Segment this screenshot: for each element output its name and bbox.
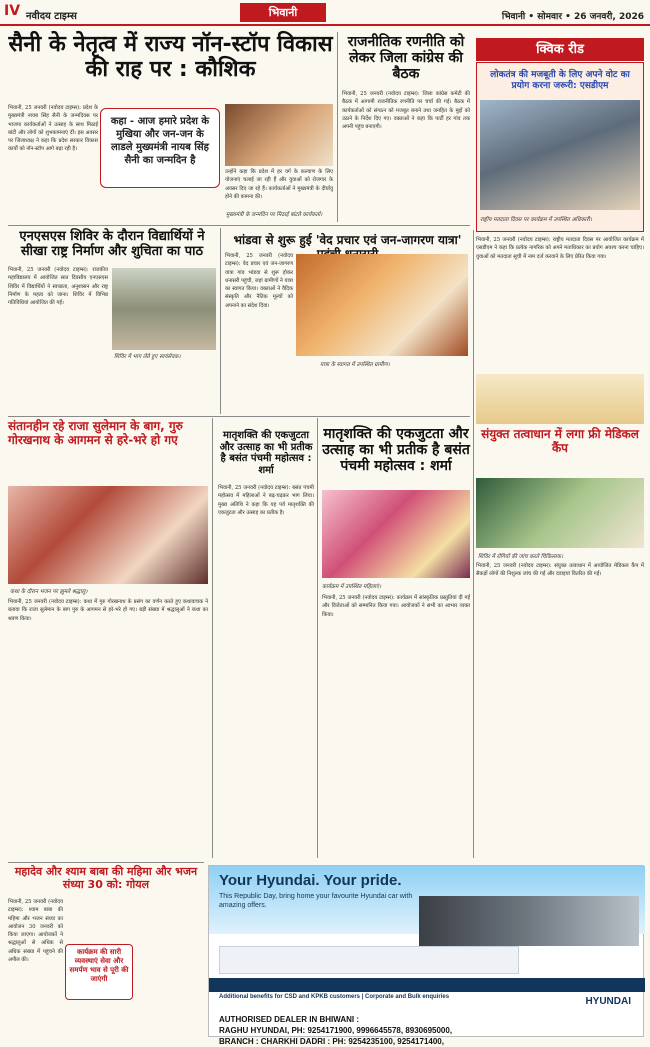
paper-name: नवीदय टाइम्स (26, 11, 77, 22)
story5-photo-caption: कथा के दौरान भजन पर झूमते श्रद्धालु। (10, 589, 88, 595)
story6-headline: मातृशक्ति की एकजुटता और उत्साह का भी प्रतीक है बसंत पंचमी महोत्सव : शर्मा (219, 430, 313, 476)
story2-body: भिवानी, 25 जनवरी (नवोदय टाइम्स): जिला कांग्रेस कमेटी की बैठक में आगामी राजनीतिक रणनीति पर चर्चा की गई। बैठक में कार्यकर्ताओं को संगठन को मजबूत बनाने तथा जनहित के मुद्दों को उठाने के निर्देश दिए गए। वक्ताओं ने कहा कि पार्टी हर गांव तक अपनी पहुंच बनाएगी। (342, 91, 470, 131)
column-divider-2 (220, 228, 221, 414)
story1-body-b: उन्होंने कहा कि प्रदेश में हर वर्ग के कल्याण के लिए योजनाएं चलाई जा रही हैं और युवाओं को रोजगार के अवसर दिए जा रहे हैं। कार्यकर्ताओं ने मुख्यमंत्री के दीर्घायु होने की कामना की। (225, 169, 333, 200)
ad-dealer-line2: BRANCH : CHARKHI DADRI : PH: 9254235100, 9254171400, (219, 1037, 444, 1046)
quick-read-photo-2 (476, 374, 644, 424)
ad-dealer-info (219, 1014, 452, 1047)
hyundai-logo: HYUNDAI (585, 996, 631, 1007)
story5-photo (8, 486, 208, 584)
story6-body: भिवानी, 25 जनवरी (नवोदय टाइम्स): बसंत पंचमी महोत्सव में महिलाओं ने बढ़-चढ़कर भाग लिया। मुख्य अतिथि ने कहा कि यह पर्व मातृशक्ति की एकजुटता और उत्साह का प्रतीक है। (218, 485, 314, 516)
quick-read-caption-2: शिविर में रोगियों की जांच करते चिकित्सक। (478, 554, 563, 560)
column-divider-4 (317, 418, 318, 858)
story7-photo-caption: कार्यक्रम में उपस्थित महिलाएं। (322, 584, 382, 590)
story3-photo (112, 268, 216, 350)
ad-footer-text: Additional benefits for CSD and KPKB customers | Corporate and Bulk enquiries (219, 994, 450, 1000)
story4-photo (296, 254, 468, 356)
story5-body: भिवानी, 25 जनवरी (नवोदय टाइम्स): कथा में गुरु गोरखनाथ के प्रसंग का वर्णन करते हुए कथावाचक ने बताया कि राजा सुलेमान के बाग गुरु के आगमन से हरे-भरे हो गए। बड़ी संख्या में श्रद्धालुओं ने कथा का श्रवण किया। (8, 599, 208, 622)
story3-body: भिवानी, 25 जनवरी (नवोदय टाइम्स): राजकीय महाविद्यालय में आयोजित सात दिवसीय एनएसएस शिविर में विद्यार्थियों ने स्वच्छता, अनुशासन और राष्ट्र निर्माण के महत्व को जाना। शिविर में विभिन्न गतिविधियां आयोजित की गईं। (8, 267, 108, 307)
ad-subtitle: This Republic Day, bring home your favourite Hyundai car with amazing offers. (219, 893, 413, 909)
story1-photo-caption: मुख्यमंत्री के जन्मदिन पर मिठाई बांटते कार्यकर्ता। (226, 212, 323, 218)
hyundai-advertisement[interactable] (208, 865, 644, 1046)
story1-body-a: भिवानी, 25 जनवरी (नवोदय टाइम्स): प्रदेश के मुख्यमंत्री नायब सिंह सैनी के जन्मदिवस पर भाजपा कार्यकर्ताओं ने उत्साह के साथ मिठाई बांटी और लोगों को शुभकामनाएं दीं। इस अवसर पर जिलाध्यक्ष ने कहा कि प्रदेश सरकार विकास कार्यों को नॉन-स्टॉप आगे बढ़ा रही है। (8, 105, 98, 153)
column-divider (337, 32, 338, 222)
ad-offer-table (219, 946, 519, 974)
story8-headline: महादेव और श्याम बाबा की महिमा और भजन संध्या 30 को: गोयल (14, 865, 198, 891)
story4-photo-caption: यात्रा के स्वागत में उपस्थित ग्रामीण। (320, 362, 390, 368)
dateline: भिवानी • सोमवार • 26 जनवरी, 2026 (501, 12, 644, 22)
quick-read-body-2: भिवानी, 25 जनवरी (नवोदय टाइम्स): संयुक्त तत्वाधान में आयोजित मेडिकल कैंप में सैकड़ों लोगों की निशुल्क जांच की गई और दवाइयां वितरित की गईं। (476, 563, 644, 578)
story1-quote: कहा - आज हमारे प्रदेश के मुखिया और जन-जन के लाडले मुख्यमंत्री नायब सिंह सैनी का जन्मदिन है (100, 108, 220, 188)
ad-dealer-line1: RAGHU HYUNDAI, PH: 9254171900, 9996645578, 8930695000, (219, 1026, 453, 1035)
column-divider-3 (212, 418, 213, 858)
ad-title: Your Hyundai. Your pride. (219, 872, 402, 889)
story5-headline: संतानहीन रहे राजा सुलेमान के बाग, गुरु गोरखनाथ के आगमन से हरे-भरे हो गए (8, 419, 183, 447)
quick-read-body: भिवानी, 25 जनवरी (नवोदय टाइम्स): राष्ट्रीय मतदाता दिवस पर आयोजित कार्यक्रम में एसडीएम ने कहा कि प्रत्येक नागरिक को अपने मताधिकार का प्रयोग अवश्य करना चाहिए। युवाओं को मतदाता सूची में नाम दर्ज करवाने के लिए प्रेरित किया गया। (476, 237, 644, 260)
ad-dealer-heading: AUTHORISED DEALER IN BHIWANI : (219, 1015, 359, 1024)
story4-headline: भांडवा से शुरू हुई 'वेद प्रचार एवं जन-जागरण यात्रा' (233, 233, 462, 247)
story8-callout: कार्यक्रम की सारी व्यवस्थाएं सेवा और समर्पण भाव से पूरी की जाएंगी (65, 944, 133, 1000)
row-divider-2 (8, 416, 470, 417)
ad-car-image (419, 896, 639, 946)
story1-photo (225, 104, 333, 166)
story7-body: भिवानी, 25 जनवरी (नवोदय टाइम्स): कार्यक्रम में सांस्कृतिक प्रस्तुतियां दी गईं और विजेताओं को सम्मानित किया गया। आयोजकों ने सभी का आभार व्यक्त किया। (322, 595, 470, 618)
page-number: IV (4, 3, 21, 19)
story3-headline: एनएसएस शिविर के दौरान विद्यार्थियों ने सीखा राष्ट्र निर्माण और शुचिता का पाठ (19, 229, 205, 259)
story7-photo (322, 490, 470, 578)
story4-body: भिवानी, 25 जनवरी (नवोदय टाइम्स): वेद प्रचार एवं जन-जागरण यात्रा गांव भांडवा से शुरू होकर धनासरी पहुंची, जहां ग्रामीणों ने यात्रा का स्वागत किया। वक्ताओं ने वैदिक संस्कृति और नैतिक मूल्यों को अपनाने का संदेश दिया। (225, 253, 293, 309)
story8-body-continued (136, 898, 204, 1038)
quick-read-caption: राष्ट्रीय मतदाता दिवस पर कार्यक्रम में उपस्थित अधिकारी। (480, 217, 592, 223)
column-divider-5 (473, 230, 474, 858)
quick-read-headline: लोकतंत्र की मजबूती के लिए अपने वोट का प्रयोग करना जरूरी: एसडीएम (490, 70, 630, 91)
story3-photo-caption: शिविर में भाग लेते हुए स्वयंसेवक। (114, 354, 181, 360)
ad-footer-band (209, 978, 645, 992)
section-logo: भिवानी (240, 3, 326, 22)
story1-headline: सैनी के नेतृत्व में राज्य नॉन-स्टॉप विकास की राह पर : कौशिक (8, 32, 333, 83)
quick-read-photo (480, 100, 640, 210)
story8-body: भिवानी, 25 जनवरी (नवोदय टाइम्स): श्याम बाबा की महिमा और भजन संध्या का आयोजन 30 जनवरी को किया जाएगा। आयोजकों ने श्रद्धालुओं से अधिक से अधिक संख्या में पहुंचने की अपील की। (8, 899, 63, 964)
row-divider-3 (8, 862, 204, 863)
quick-read-photo-3 (476, 478, 644, 548)
story2-headline: राजनीतिक रणनीति को लेकर जिला कांग्रेस की बैठक (347, 34, 465, 83)
row-divider (8, 225, 470, 226)
quick-read-title: क्विक रीड (476, 38, 644, 61)
quick-read-headline-2: संयुक्त तत्वाधान में लगा फ्री मेडिकल कैंप (481, 427, 639, 455)
story7-headline: मातृशक्ति की एकजुटता और उत्साह का भी प्रतीक है बसंत पंचमी महोत्सव : शर्मा (322, 426, 470, 475)
masthead (0, 0, 650, 26)
